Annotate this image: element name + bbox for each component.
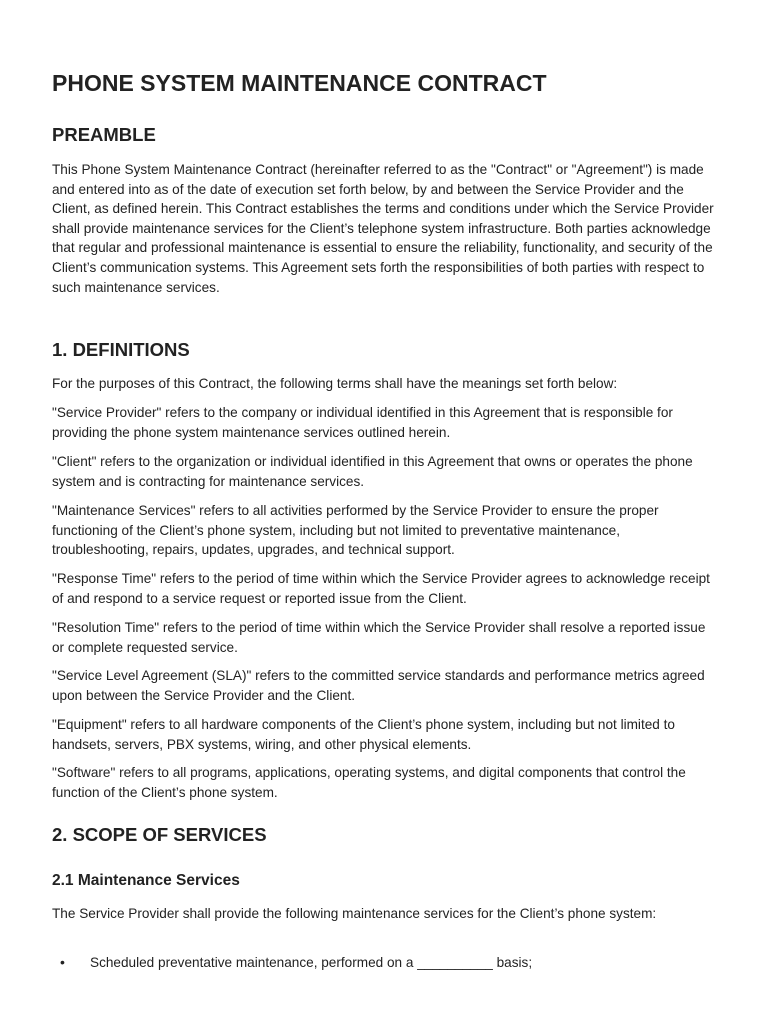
definitions-intro: For the purposes of this Contract, the following terms shall have the meanings set forth below: — [52, 376, 618, 391]
maintenance-services-subheading: 2.1 Maintenance Services — [52, 872, 240, 889]
definition-client: "Client" refers to the organization or individual identified in this Agreement that owns or operates the phone system and is contracting for maintenance services. — [52, 454, 693, 489]
definition-resolution-time: "Resolution Time" refers to the period of time within which the Service Provider shall resolve a reported issue or complete requested service. — [52, 620, 706, 655]
definition-maintenance-services: "Maintenance Services" refers to all activities performed by the Service Provider to ensure the proper functioning of the Client’s phone system, including but not limited to preventative maintenance, troubleshooting, repairs, updates, upgrades, and technical support. — [52, 503, 659, 558]
preamble-paragraph: This Phone System Maintenance Contract (hereinafter referred to as the "Contract" or "Agreement") is made and entered into as of the date of execution set forth below, by and between the Service Provider and the Client, as defined herein. This Contract establishes the terms and conditions under which the Service Provider shall provide maintenance services for the Client’s telephone system infrastructure. Both parties acknowledge that regular and professional maintenance is essential to ensure the reliability, functionality, and security of the Client’s communication systems. This Agreement sets forth the responsibilities of both parties with respect to such maintenance services. — [52, 162, 714, 295]
definition-equipment: "Equipment" refers to all hardware components of the Client’s phone system, including but not limited to handsets, servers, PBX systems, wiring, and other physical elements. — [52, 717, 675, 752]
bullet-icon: • — [60, 954, 65, 970]
scope-intro: The Service Provider shall provide the following maintenance services for the Client’s phone system: — [52, 906, 657, 921]
document-title: PHONE SYSTEM MAINTENANCE CONTRACT — [52, 70, 547, 96]
definition-response-time: "Response Time" refers to the period of time within which the Service Provider agrees to acknowledge receipt of and respond to a service request or reported issue from the Client. — [52, 571, 710, 606]
preamble-heading: PREAMBLE — [52, 124, 156, 145]
definition-service-provider: "Service Provider" refers to the company or individual identified in this Agreement that is responsible for providing the phone system maintenance services outlined herein. — [52, 405, 673, 440]
definitions-heading: 1. DEFINITIONS — [52, 339, 190, 360]
scope-heading: 2. SCOPE OF SERVICES — [52, 824, 267, 845]
definition-software: "Software" refers to all programs, applications, operating systems, and digital components that control the function of the Client’s phone system. — [52, 765, 686, 800]
list-item-text: Scheduled preventative maintenance, performed on a __________ basis; — [90, 955, 533, 970]
definition-sla: "Service Level Agreement (SLA)" refers to the committed service standards and performance metrics agreed upon between the Service Provider and the Client. — [52, 668, 705, 703]
